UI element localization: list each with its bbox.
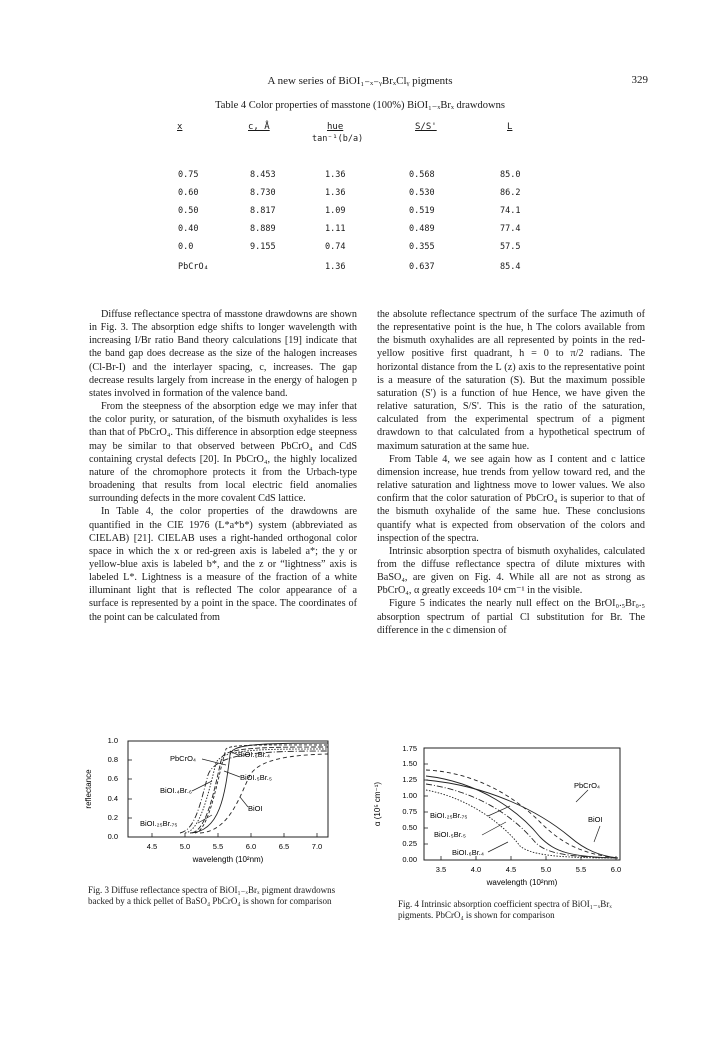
y-tick-label: 1.25 bbox=[402, 775, 417, 784]
x-tick-label: 5.5 bbox=[212, 842, 224, 851]
x-tick-label: 6.5 bbox=[278, 842, 290, 851]
table-row bbox=[0, 206, 720, 220]
table-cell: 77.4 bbox=[500, 224, 521, 234]
curve-label: BiOI bbox=[248, 804, 263, 813]
table-cell: 0.489 bbox=[409, 224, 435, 234]
curve-label: BiOI.₆Br.₄ bbox=[452, 848, 484, 857]
curve-label: BiOI.₂₅Br.₇₅ bbox=[140, 819, 178, 828]
paragraph: the absolute reflectance spectrum of the surface The azimuth of the representative point is the hue, h The colors available from the bismuth oxyhalides are all represented by points in the red-yellow positive first quadrant, h = 0 to π/2 radians. The horizontal distance from the L (z) axis to the representative point is a measure of the saturation (S). But the maximum possible saturation (S') is a function of hue Hence, we have given the relative saturation, S/S'. This is the ratio of the saturation, calculated from the experimental spectrum of a pigment drawdown to that calculated from a hypothetical spectrum of maximum saturation at the same hue. bbox=[377, 309, 645, 452]
table-header-hue-sub: tan⁻¹(b/a) bbox=[312, 134, 364, 144]
curve-label: PbCrO₄ bbox=[170, 754, 196, 763]
x-axis-label: wavelength (10²nm) bbox=[486, 878, 558, 887]
table-title: Table 4 Color properties of masstone (100%) BiOI₁₋ₓBrₓ drawdowns bbox=[215, 100, 505, 111]
table-cell: 1.11 bbox=[325, 224, 346, 234]
y-tick-label: 0.0 bbox=[107, 832, 118, 841]
y-axis-label: α (10⁵ cm⁻¹) bbox=[373, 781, 382, 827]
table-row bbox=[0, 262, 720, 276]
table-cell: 0.519 bbox=[409, 206, 435, 216]
table-header-ss: S/S' bbox=[415, 122, 437, 132]
y-tick-label: 0.6 bbox=[107, 774, 118, 783]
paragraph: From the steepness of the absorption edge we may infer that the color purity, or saturation, of the bismuth oxyhalides is less than that of PbCrO₄. This difference in absorption edge steepness may be similar to that observed between PbCrO₄ and CdS containing crystal defects [20]. In PbCrO₄, the highly localized nature of the chromophore protects it from the Urbach-type broadening that results from local electric field anomalies surrounding defects in the more covalent CdS lattice. bbox=[89, 401, 357, 505]
y-tick-label: 1.75 bbox=[402, 744, 417, 753]
table-cell: 8.453 bbox=[250, 170, 276, 180]
y-tick-label: 1.50 bbox=[402, 759, 417, 768]
table-header-l: L bbox=[507, 122, 513, 132]
table-header-c: c, Å bbox=[248, 122, 270, 132]
figure-3-chart bbox=[80, 735, 360, 875]
table-cell: 86.2 bbox=[500, 188, 521, 198]
plot-frame bbox=[424, 748, 620, 860]
table-cell: 0.568 bbox=[409, 170, 435, 180]
table-cell: 1.36 bbox=[325, 262, 346, 272]
table-cell: 0.530 bbox=[409, 188, 435, 198]
label-pointers bbox=[482, 790, 600, 852]
curve-label: BiOI.₂₅Br.₇₅ bbox=[430, 811, 468, 820]
table-row bbox=[0, 242, 720, 256]
page-number: 329 bbox=[631, 74, 648, 86]
table-cell: 0.40 bbox=[178, 224, 199, 234]
table-row bbox=[0, 224, 720, 238]
table-cell: 0.60 bbox=[178, 188, 199, 198]
table-cell: 0.50 bbox=[178, 206, 199, 216]
y-axis-label: reflectance bbox=[84, 769, 93, 809]
paragraph: In Table 4, the color properties of the drawdowns are quantified in the CIE 1976 (L*a*b*) system (abbreviated as CIELAB) [21]. CIELAB uses a right-handed orthogonal color space in which the x or red-green axis is labeled a*; the y or yellow-blue axis is labeled b*, and the z or “lightness” axis is labeled L*. Lightness is a measure of the fraction of a white illuminant light that is reflected The color appearance of a surface is represented by a point in the space. The coordinates of the point can be calculated from bbox=[89, 506, 357, 623]
right-column bbox=[377, 308, 645, 637]
x-tick-label: 6.0 bbox=[245, 842, 257, 851]
x-tick-label: 7.0 bbox=[311, 842, 323, 851]
table-row bbox=[0, 170, 720, 184]
paragraph: Intrinsic absorption spectra of bismuth oxyhalides, calculated from the diffuse reflectance spectra of dilute mixtures with BaSO₄, are given on Fig. 4. While all are not as strong as PbCrO₄, α greatly exceeds 10⁴ cm⁻¹ in the visible. bbox=[377, 545, 645, 597]
figure-3-caption: Fig. 3 Diffuse reflectance spectra of BiOI₁₋ₓBrₓ pigment drawdowns backed by a thick pellet of BaSO₄ PbCrO₄ is shown for comparison bbox=[88, 885, 336, 906]
table-cell: 8.889 bbox=[250, 224, 276, 234]
y-tick-label: 0.00 bbox=[402, 855, 417, 864]
curve-label: BiOI.₅Br.₅ bbox=[240, 773, 272, 782]
x-tick-label: 4.5 bbox=[146, 842, 158, 851]
running-title: A new series of BiOI₁₋ₓ₋ᵧBrₓClᵧ pigments bbox=[267, 75, 453, 87]
y-tick-label: 0.2 bbox=[107, 813, 118, 822]
table-header-x: x bbox=[177, 122, 183, 132]
table-row bbox=[0, 188, 720, 202]
table-cell: 9.155 bbox=[250, 242, 276, 252]
table-cell: 85.0 bbox=[500, 170, 521, 180]
curve-label: PbCrO₄ bbox=[574, 781, 600, 790]
x-tick-label: 4.0 bbox=[470, 865, 482, 874]
table-cell: 0.0 bbox=[178, 242, 194, 252]
table-cell: 85.4 bbox=[500, 262, 521, 272]
figure-4-caption: Fig. 4 Intrinsic absorption coefficient spectra of BiOI₁₋ₓBrₓ pigments. PbCrO₄ is shown for comparison bbox=[398, 899, 612, 920]
table-cell: 8.817 bbox=[250, 206, 276, 216]
y-tick-label: 0.4 bbox=[107, 794, 118, 803]
y-tick-label: 1.00 bbox=[402, 791, 417, 800]
left-column bbox=[89, 308, 357, 624]
curve-label: BiOI.₆Br.₄ bbox=[238, 750, 270, 759]
y-tick-label: 0.25 bbox=[402, 839, 417, 848]
table-cell: 57.5 bbox=[500, 242, 521, 252]
table-cell: 0.74 bbox=[325, 242, 346, 252]
table-cell: 1.36 bbox=[325, 170, 346, 180]
table-cell: 0.75 bbox=[178, 170, 199, 180]
y-tick-label: 0.75 bbox=[402, 807, 417, 816]
curve-label: BiOI bbox=[588, 815, 603, 824]
table-cell: 1.36 bbox=[325, 188, 346, 198]
table-cell: 0.637 bbox=[409, 262, 435, 272]
x-tick-label: 6.0 bbox=[610, 865, 622, 874]
x-axis-label: wavelength (10²nm) bbox=[192, 855, 264, 864]
curve-label: BiOI.₅Br.₅ bbox=[434, 830, 466, 839]
x-tick-label: 3.5 bbox=[435, 865, 447, 874]
x-tick-label: 4.5 bbox=[505, 865, 517, 874]
figure-4-chart bbox=[370, 742, 640, 892]
paragraph: Diffuse reflectance spectra of masstone drawdowns are shown in Fig. 3. The absorption edge shifts to longer wavelength with increasing I/Br ratio Band theory calculations [19] indicate that the band gap does decrease as the size of the halogen increases (Cl-Br-I) and the interlayer spacing, c, increases. The gap decrease results largely from increase in the energy of halogen p states involved in formation of the valence band. bbox=[89, 309, 357, 399]
x-tick-label: 5.0 bbox=[179, 842, 191, 851]
table-header-hue: hue bbox=[327, 122, 344, 132]
curve-label: BiOI.₄Br.₆ bbox=[160, 786, 192, 795]
table-cell: 74.1 bbox=[500, 206, 521, 216]
y-tick-label: 1.0 bbox=[107, 736, 118, 745]
paragraph: Figure 5 indicates the nearly null effect on the BrOI₀.₅Br₀.₅ absorption spectrum of partial Cl substitution for Br. The difference in the c dimension of bbox=[377, 598, 645, 636]
table-cell: 1.09 bbox=[325, 206, 346, 216]
x-tick-label: 5.0 bbox=[540, 865, 552, 874]
table-cell: PbCrO₄ bbox=[178, 262, 209, 272]
y-tick-label: 0.8 bbox=[107, 755, 118, 764]
table-cell: 8.730 bbox=[250, 188, 276, 198]
paragraph: From Table 4, we see again how as I content and c lattice dimension increase, hue trends from yellow toward red, and the relative saturation and lightness move to lower values. We also confirm that the color saturation of PbCrO₄ is superior to that of the bismuth oxyhalide of the same hue. These conclusions quantify what is expected from observation of the colors and inspection of the spectra. bbox=[377, 453, 645, 544]
table-cell: 0.355 bbox=[409, 242, 435, 252]
x-tick-label: 5.5 bbox=[575, 865, 587, 874]
y-tick-label: 0.50 bbox=[402, 823, 417, 832]
